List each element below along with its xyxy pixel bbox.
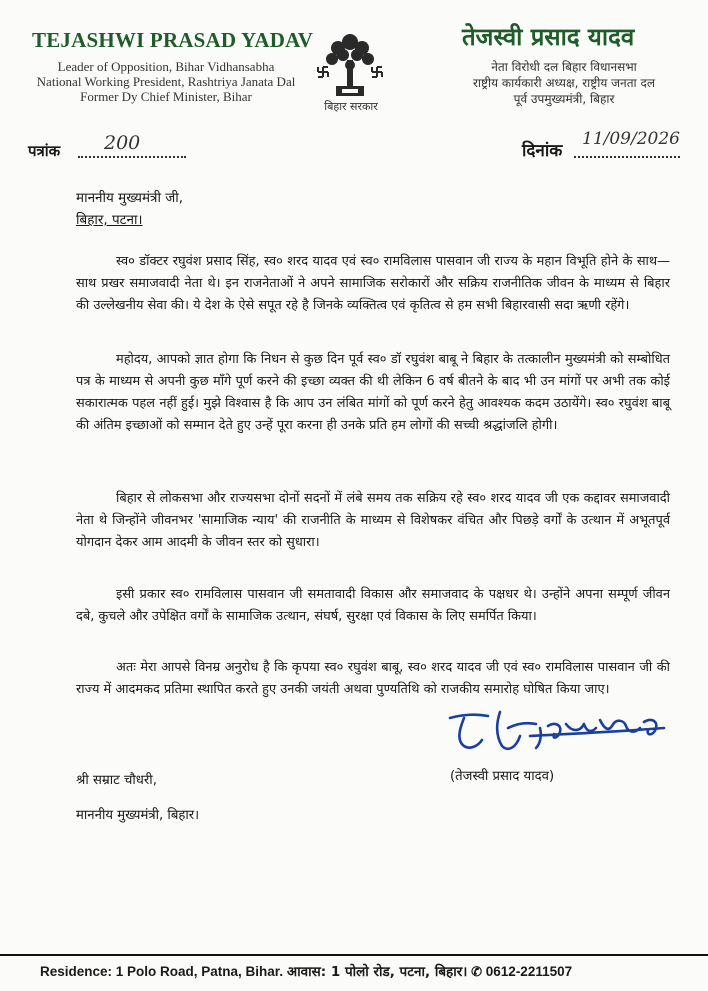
signer-name: (तेजस्वी प्रसाद यादव) — [450, 769, 555, 784]
body-paragraph: स्व० डॉक्टर रघुवंश प्रसाद सिंह, स्व० शरद यादव एवं स्व० रामविलास पासवान जी राज्य के महान विभूति होने के साथ—साथ प्रखर समाजवादी नेता थे। इन राजनेताओं ने अपने सामाजिक सरोकारों और सक्रिय राजनीतिक जीवन के माध्यम से बिहार की उल्लेखनीय सेवा की। ये देश के ऐसे सपूत रहे है जिनके व्यक्तित्व एवं कृतित्व से हम सभी बिहारवासी सदा ऋणी रहेंगे। — [76, 254, 670, 313]
date-value: 11/09/2026 — [582, 129, 680, 149]
body-paragraph: इसी प्रकार स्व० रामविलास पासवान जी समतावादी विकास और समाजवाद के पक्षधर थे। उन्होंने अपना सम्पूर्ण जीवन दबे, कुचले और उपेक्षित वर्गों के सामाजिक उत्थान, संघर्ष, सुरक्षा एवं विकास के लिए समर्पित किया। — [76, 587, 670, 624]
letterhead-name-english: TEJASHWI PRASAD YADAV — [32, 28, 314, 52]
bihar-emblem-icon — [312, 28, 388, 106]
footer-address — [40, 962, 572, 980]
letterhead-subtitle-english: Former Dy Chief Minister, Bihar — [80, 89, 252, 104]
recipient-title: माननीय मुख्यमंत्री, बिहार। — [76, 808, 200, 823]
footer-residence-english: Residence: 1 Polo Road, Patna, Bihar. — [40, 964, 284, 979]
footer-rule — [0, 954, 708, 956]
body-paragraph: अतः मेरा आपसे विनम्र अनुरोध है कि कृपया स्व० रघुवंश बाबू, स्व० शरद यादव जी एवं स्व० रामविलास पासवान जी की राज्य में आदमकद प्रतिमा स्थापित करते हुए उनकी जयंती अथवा पुण्यतिथि को राजकीय समारोह घोषित किया जाए। — [76, 660, 670, 697]
letterhead-subtitle-english: Leader of Opposition, Bihar Vidhansabha — [57, 59, 275, 74]
footer-residence-hindi: आवास: 1 पोलो रोड, पटना, बिहार। — [286, 964, 468, 980]
addressee-salutation: माननीय मुख्यमंत्री जी, — [76, 190, 184, 206]
letterhead-subtitle-english: National Working President, Rashtriya Janata Dal — [36, 74, 296, 89]
phone-icon: ✆ — [471, 964, 483, 979]
body-paragraph: बिहार से लोकसभा और राज्यसभा दोनों सदनों में लंबे समय तक सक्रिय रहे स्व० शरद यादव जी एक कद्दावर समाजवादी नेता थे जिन्होंने जीवनभर 'सामाजिक न्याय' की राजनीति के माध्यम से विशेषकर वंचित और पिछड़े वर्गों के उत्थान में अभूतपूर्व योगदान देकर आम आदमी के जीवन स्तर को सुधारा। — [76, 491, 670, 550]
addressee-location: बिहार, पटना। — [76, 212, 143, 228]
letterhead-subtitle-hindi: राष्ट्रीय कार्यकारी अध्यक्ष, राष्ट्रीय जनता दल — [473, 76, 655, 90]
letterhead-name-hindi: तेजस्वी प्रसाद यादव — [462, 23, 635, 51]
reference-label: पत्रांक — [28, 142, 61, 160]
letterhead-subtitle-hindi: पूर्व उपमुख्यमंत्री, बिहार — [513, 92, 615, 106]
recipient-name: श्री सम्राट चौधरी, — [76, 773, 157, 788]
date-label: दिनांक — [522, 141, 563, 161]
body-paragraph: महोदय, आपको ज्ञात होगा कि निधन से कुछ दिन पूर्व स्व० डॉ रघुवंश बाबू ने बिहार के तत्कालीन मुख्यमंत्री को सम्बोधित पत्र के माध्यम से अपनी कुछ माँगे पूर्ण करने की इच्छा व्यक्त की थी लेकिन 6 वर्ष बीतने के बाद भी उन मांगों पर अभी तक कोई सकारात्मक पहल नहीं हुई। मुझे विश्वास है कि आप उन लंबित मांगों को पूर्ण करने हेतु आवश्यक कदम उठायेंगे। स्व० रघुवंश बाबू की अंतिम इच्छाओं को सम्मान देते हुए उन्हें पूरा करना ही उनके प्रति हम लोगों की सच्ची श्रद्धांजलि होगी। — [76, 352, 670, 433]
letterhead-subtitle-hindi: नेता विरोधी दल बिहार विधानसभा — [491, 60, 637, 74]
emblem-caption: बिहार सरकार — [324, 100, 378, 113]
footer-phone: 0612-2211507 — [485, 964, 573, 979]
date-dotted-line — [574, 148, 680, 158]
reference-number: 200 — [104, 132, 141, 154]
handwritten-signature — [444, 706, 674, 762]
